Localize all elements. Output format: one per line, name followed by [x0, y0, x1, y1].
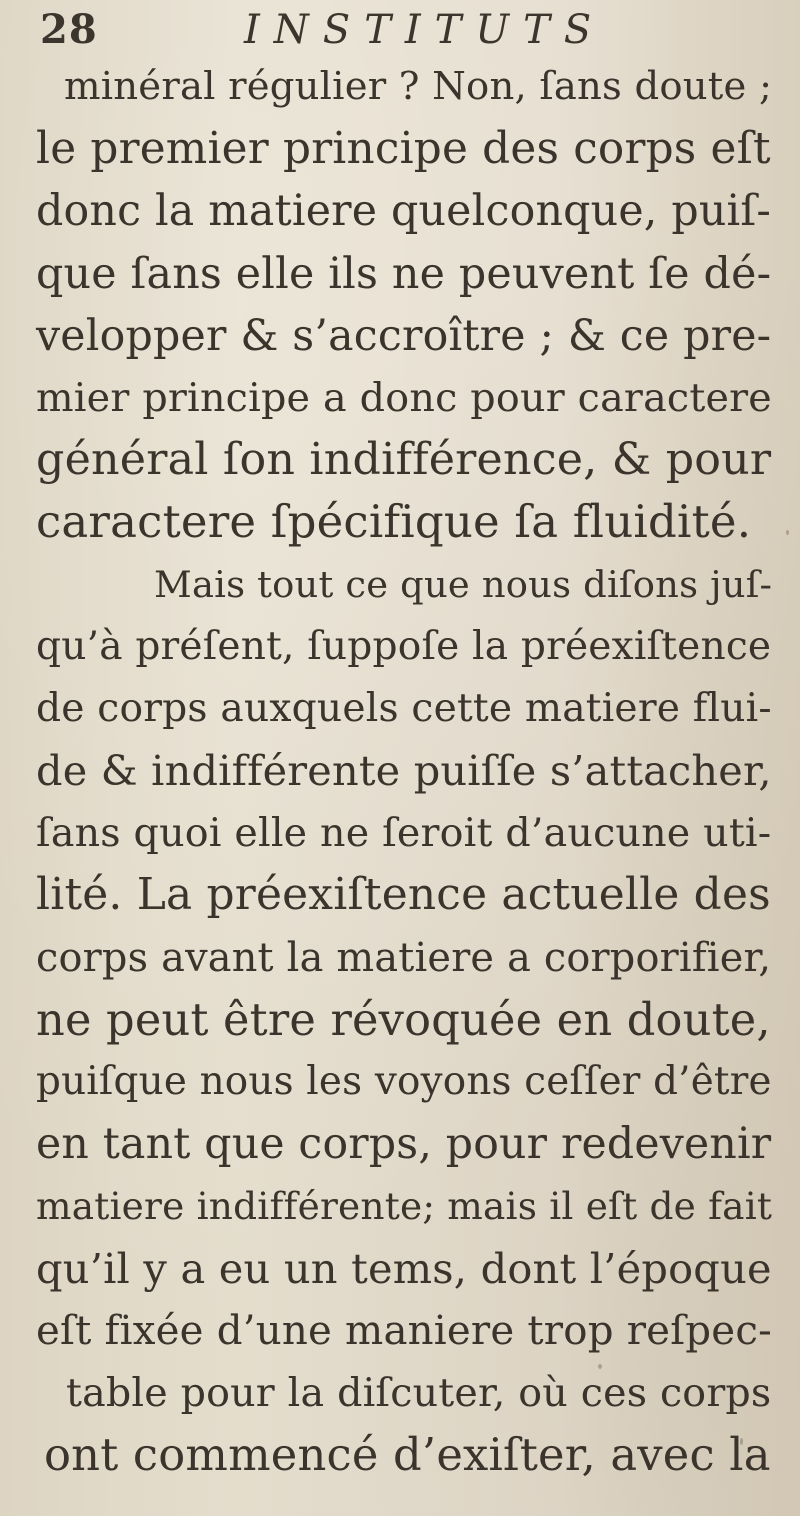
text-line: table pour la diſcuter, où ces corps [66, 1369, 772, 1416]
text-line: eſt fixée d’une maniere trop reſpec- [36, 1306, 772, 1354]
text-line: ne peut être révoquée en doute, [36, 993, 771, 1046]
text-line: minéral régulier ? Non, ſans doute ; [64, 64, 773, 109]
running-head: INSTITUTS [244, 7, 606, 53]
page-number: 28 [40, 6, 98, 53]
text-line: matiere indifférente; mais il eſt de fait [36, 1184, 773, 1229]
page-header [38, 4, 760, 56]
text-line: général ſon indifférence, & pour [36, 434, 772, 486]
paragraph-start-line: Mais tout ce que nous diſons juſ- [154, 562, 773, 606]
text-line: que ſans elle ils ne peuvent ſe dé- [36, 248, 772, 299]
text-line: puiſque nous les voyons ceſſer d’être [36, 1059, 772, 1104]
text-line: de corps auxquels cette matiere flui- [36, 685, 772, 731]
text-line: ont commencé d’exiſter, avec la [44, 1428, 771, 1482]
text-line: caractere ſpécifique ſa fluidité. [36, 495, 752, 549]
text-line: le premier principe des corps eſt [36, 123, 771, 175]
text-line: velopper & s’accroître ; & ce pre- [36, 310, 772, 361]
text-line: lité. La préexiſtence actuelle des [36, 869, 771, 921]
text-line: mier principe a donc pour caractere [36, 374, 772, 421]
ink-speck [786, 530, 789, 535]
text-line: donc la matiere quelconque, puiſ- [36, 186, 771, 237]
text-line: ſans quoi elle ne ſeroit d’aucune uti- [36, 810, 772, 857]
text-line: en tant que corps, pour redevenir [36, 1119, 772, 1170]
text-line: qu’à préſent, ſuppoſe la préexiſtence [36, 623, 772, 669]
body-text [36, 56, 776, 1486]
text-line: corps avant la matiere a corporifier, [36, 934, 772, 981]
text-line: de & indifférente puiſſe s’attacher, [36, 747, 772, 796]
text-line: qu’il y a eu un tems, dont l’époque [36, 1243, 772, 1293]
